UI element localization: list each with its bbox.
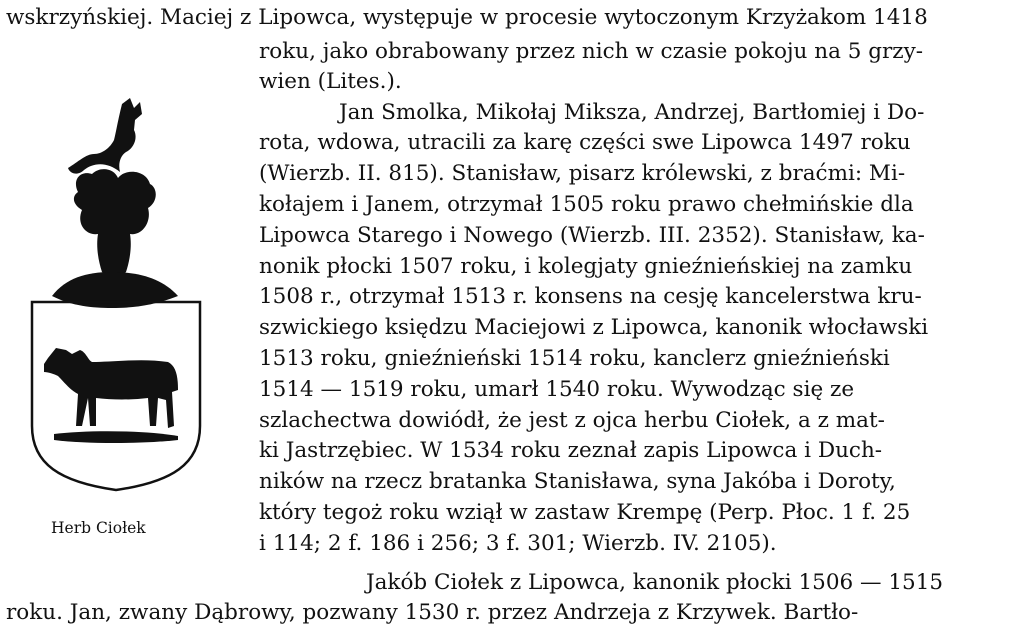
- text-line: (Wierzb. II. 815). Stanisław, pisarz królewski, z braćmi: Mi-: [259, 161, 906, 186]
- text-line: 1508 r., otrzymał 1513 r. konsens na cesję kancelerstwa kru-: [259, 284, 922, 309]
- text-line: wien (Lites.).: [259, 69, 402, 94]
- text-line: kołajem i Janem, otrzymał 1505 roku prawo chełmińskie dla: [259, 192, 914, 217]
- ground: [54, 431, 178, 443]
- figure-caption: Herb Ciołek: [51, 519, 146, 537]
- text-line: który tegoż roku wziął w zastaw Krempę (Perp. Płoc. 1 f. 25: [259, 500, 911, 525]
- text-line: nonik płocki 1507 roku, i kolegjaty gnieźnieńskiej na zamku: [259, 254, 913, 279]
- text-line: i 114; 2 f. 186 i 256; 3 f. 301; Wierzb. IV. 2105).: [259, 531, 777, 556]
- text-line-top: wskrzyńskiej. Maciej z Lipowca, występuje w procesie wytoczonym Krzyżakom 1418: [6, 5, 928, 30]
- text-line: 1513 roku, gnieźnieński 1514 roku, kanclerz gnieźnieński: [259, 346, 890, 371]
- helmet-crest: [74, 169, 156, 276]
- text-line: Jakób Ciołek z Lipowca, kanonik płocki 1506 — 1515: [366, 570, 944, 595]
- text-line: roku, jako obrabowany przez nich w czasie pokoju na 5 grzy-: [259, 39, 924, 64]
- text-line: ki Jastrzębiec. W 1534 roku zeznał zapis Lipowca i Duch-: [259, 438, 883, 463]
- text-line: szwickiego księdzu Maciejowi z Lipowca, kanonik włocławski: [259, 315, 929, 340]
- text-line: roku. Jan, zwany Dąbrowy, pozwany 1530 r. przez Andrzeja z Krzywek. Bartło-: [6, 600, 859, 625]
- text-line: Jan Smolka, Mikołaj Miksza, Andrzej, Bartłomiej i Do-: [339, 100, 925, 125]
- coat-of-arms-image: [22, 96, 202, 496]
- text-line: szlachectwa dowiódł, że jest z ojca herbu Ciołek, a z mat-: [259, 408, 885, 433]
- text-line: 1514 — 1519 roku, umarł 1540 roku. Wywodząc się ze: [259, 377, 855, 402]
- text-line: rota, wdowa, utracili za karę części swe Lipowca 1497 roku: [259, 130, 911, 155]
- crest-figure: [68, 98, 142, 174]
- text-line: Lipowca Starego i Nowego (Wierzb. III. 2352). Stanisław, ka-: [259, 223, 925, 248]
- ox-figure: [44, 348, 178, 428]
- text-line: ników na rzecz bratanka Stanisława, syna Jakóba i Doroty,: [259, 469, 896, 494]
